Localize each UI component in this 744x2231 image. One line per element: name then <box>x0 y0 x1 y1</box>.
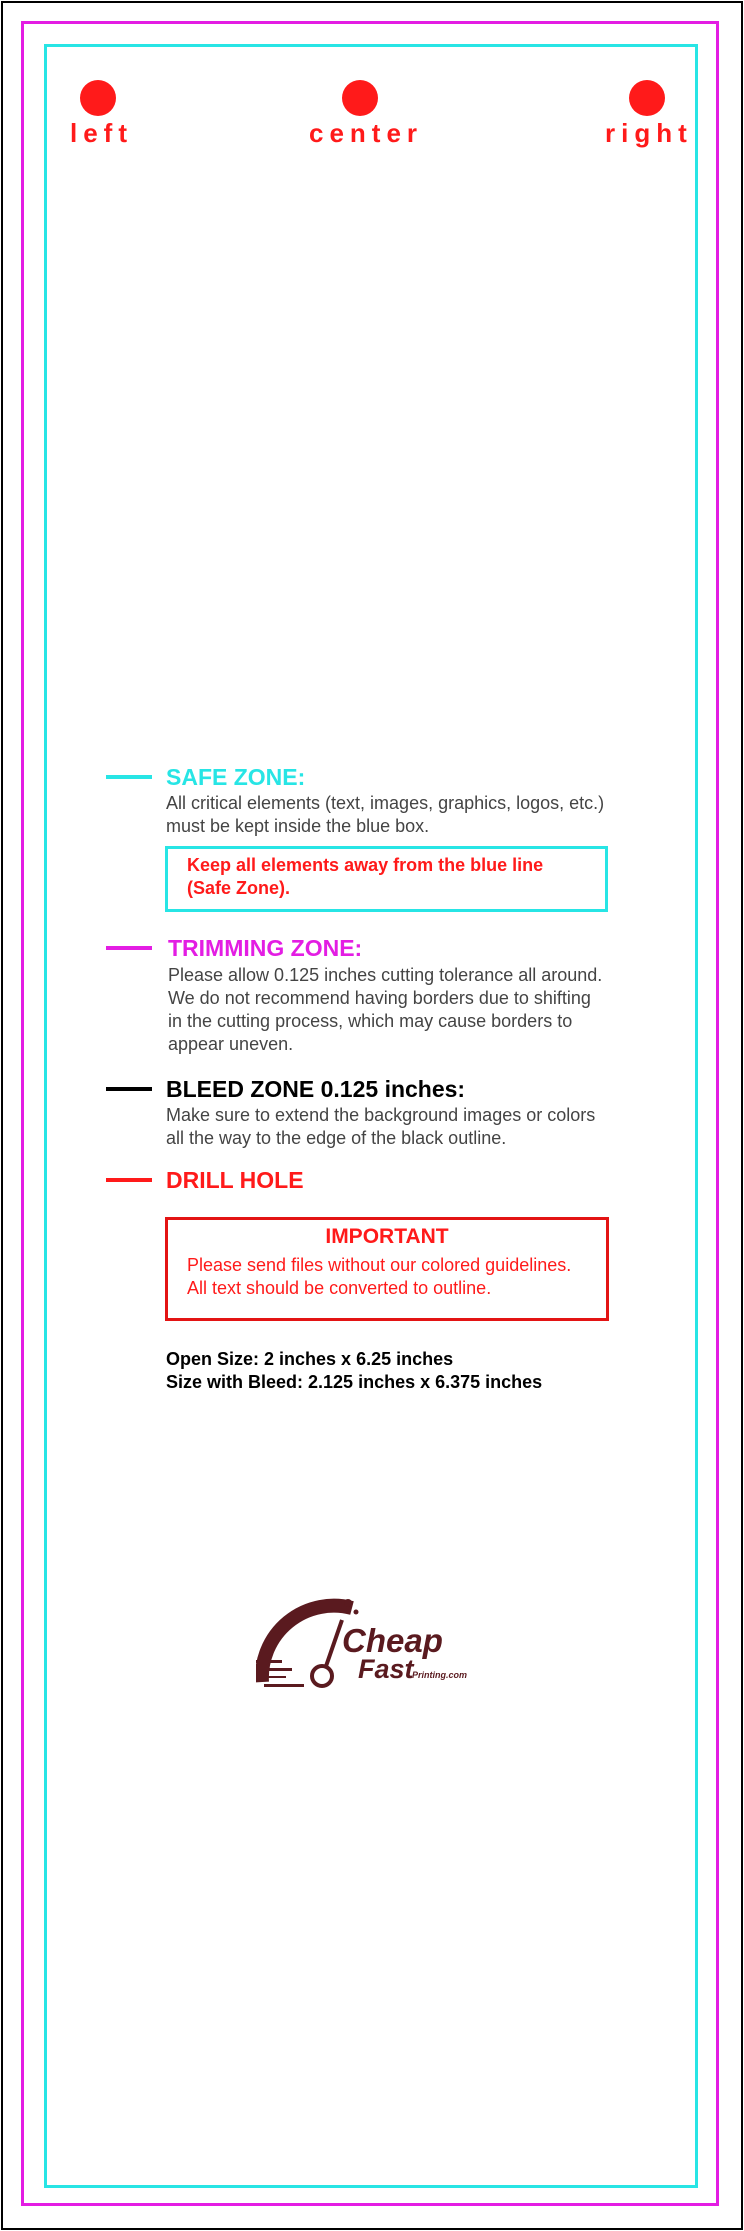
important-text-line: Please send files without our colored guidelines. <box>187 1255 572 1275</box>
safe-zone-swatch <box>106 775 152 779</box>
speedometer-needle-icon <box>324 1620 342 1672</box>
bleed-zone-text-line: all the way to the edge of the black outline. <box>166 1128 507 1148</box>
trimming-zone-description <box>168 964 602 1056</box>
trimming-zone-text-line: appear uneven. <box>168 1034 294 1054</box>
important-title: IMPORTANT <box>325 1225 449 1248</box>
bleed-zone-swatch <box>106 1087 152 1091</box>
speedometer-hub-icon <box>312 1666 332 1686</box>
bleed-size: Size with Bleed: 2.125 inches x 6.375 inches <box>166 1372 543 1392</box>
trimming-zone-swatch <box>106 946 152 950</box>
logo-word-printing: Printing.com <box>412 1670 468 1680</box>
safe-zone-callout-line: Keep all elements away from the blue line <box>187 855 544 875</box>
open-size: Open Size: 2 inches x 6.25 inches <box>166 1349 454 1369</box>
important-notice-box <box>165 1217 609 1321</box>
drill-hole-right <box>629 80 665 116</box>
drill-hole-right-label: right <box>605 118 693 148</box>
trimming-zone-title: TRIMMING ZONE: <box>168 935 363 961</box>
drill-hole-left <box>80 80 116 116</box>
safe-zone-callout <box>187 854 597 900</box>
trimming-zone-text-line: We do not recommend having borders due to shifting <box>168 988 591 1008</box>
safe-zone-text-line: must be kept inside the blue box. <box>166 816 430 836</box>
drill-hole-center-label: center <box>309 118 424 148</box>
size-info <box>166 1348 542 1394</box>
bleed-zone-title: BLEED ZONE 0.125 inches: <box>166 1076 466 1102</box>
drill-hole-left-label: left <box>70 118 133 148</box>
logo-word-fast: Fast <box>358 1654 414 1684</box>
bleed-zone-description <box>166 1104 595 1150</box>
trimming-zone-text-line: in the cutting process, which may cause borders to <box>168 1011 573 1031</box>
important-text <box>187 1254 597 1300</box>
safe-zone-title: SAFE ZONE: <box>166 764 306 790</box>
safe-zone-text-line: All critical elements (text, images, graphics, logos, etc.) <box>166 793 605 813</box>
drill-hole-title: DRILL HOLE <box>166 1167 304 1193</box>
safe-zone-description <box>166 792 604 838</box>
drill-hole-center <box>342 80 378 116</box>
safe-zone-callout-line: (Safe Zone). <box>187 878 291 898</box>
important-text-line: All text should be converted to outline. <box>187 1278 492 1298</box>
logo-word-cheap: Cheap <box>342 1622 443 1659</box>
safe-zone-callout-box <box>165 846 608 912</box>
bleed-zone-text-line: Make sure to extend the background images or colors <box>166 1105 596 1125</box>
drill-hole-swatch <box>106 1178 152 1182</box>
trimming-zone-text-line: Please allow 0.125 inches cutting tolerance all around. <box>168 965 603 985</box>
cheapfastprinting-logo <box>256 1590 492 1694</box>
